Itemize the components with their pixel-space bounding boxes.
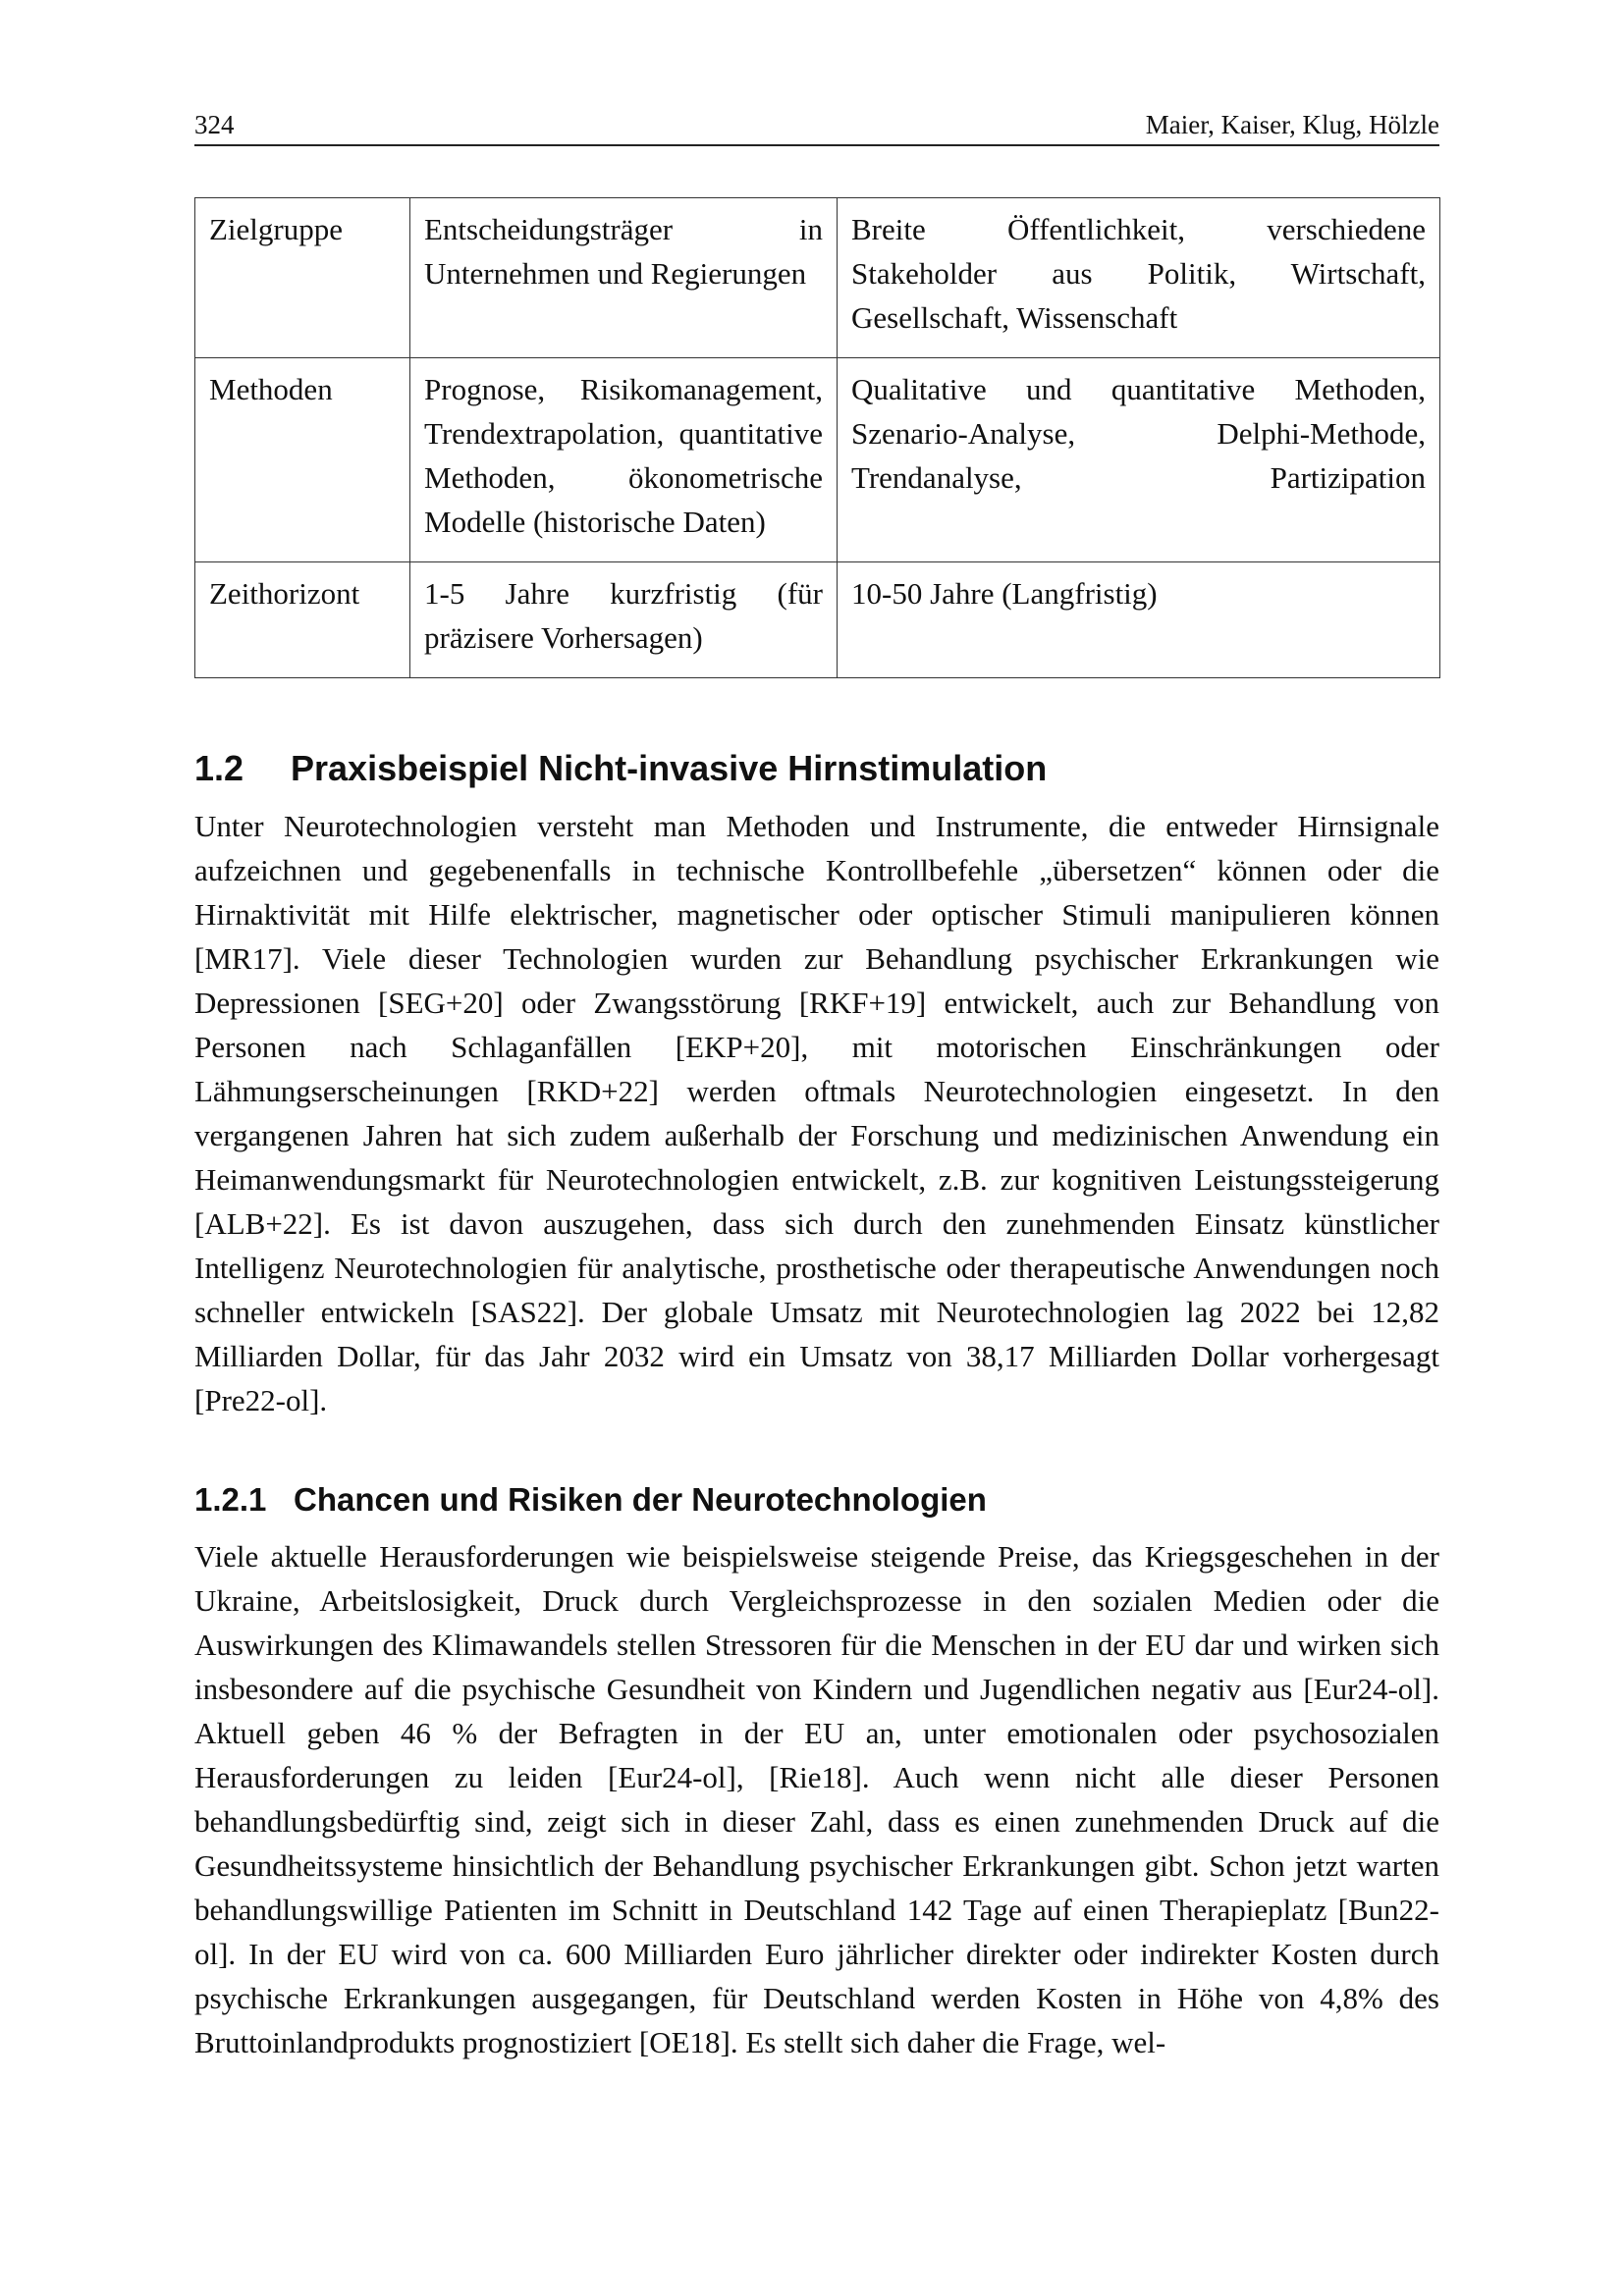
- section-paragraph: Unter Neurotechnologien versteht man Methoden und Instrumente, die entweder Hirnsignale aufzeichnen und gegebenenfalls in technische Kontrollbefehle „übersetzen“ können oder die Hirnaktivität mit Hilfe elektrischer, magnetischer oder optischer Stimuli manipulieren können [MR17]. Viele dieser Technologien wurden zur Behandlung psychischer Erkrankungen wie Depressionen [SEG+20] oder Zwangsstörung [RKF+19] entwickelt, auch zur Behandlung von Personen nach Schlaganfällen [EKP+20], mit motorischen Einschränkungen oder Lähmungserscheinungen [RKD+22] werden oftmals Neurotechnologien eingesetzt. In den vergangenen Jahren hat sich zudem außerhalb der Forschung und medizinischen Anwendung ein Heimanwendungsmarkt für Neurotechnologien entwickelt, z.B. zur kognitiven Leistungssteigerung [ALB+22]. Es ist davon auszugehen, dass sich durch den zunehmenden Einsatz künstlicher Intelligenz Neurotechnologien für analytische, prosthetische oder therapeutische Anwendungen noch schneller entwickeln [SAS22]. Der globale Umsatz mit Neurotechnologien lag 2022 bei 12,82 Milliarden Dollar, für das Jahr 2032 wird ein Umsatz von 38,17 Milliarden Dollar vorhergesagt [Pre22-ol].: [194, 809, 1439, 1417]
- table-cell: 10-50 Jahre (Langfristig): [838, 562, 1440, 678]
- section-number: 1.2: [194, 748, 244, 788]
- subsection-paragraph: Viele aktuelle Herausforderungen wie beispielsweise steigende Preise, das Kriegsgeschehen in der Ukraine, Arbeitslosigkeit, Druck durch Vergleichsprozesse in den sozialen Medien oder die Auswirkungen des Klimawandels stellen Stressoren für die Menschen in der EU dar und wirken sich insbesondere auf die psychische Gesundheit von Kindern und Jugendlichen negativ aus [Eur24-ol]. Aktuell geben 46 % der Befragten in der EU an, unter emotionalen oder psychosozialen Herausforderungen zu leiden [Eur24-ol], [Rie18]. Auch wenn nicht alle dieser Personen behandlungsbedürftig sind, zeigt sich in dieser Zahl, dass es einen zunehmenden Druck auf die Gesundheitssysteme hinsichtlich der Behandlung psychischer Erkrankungen gibt. Schon jetzt warten behandlungswillige Patienten im Schnitt in Deutschland 142 Tage auf einen Therapieplatz [Bun22-ol]. In der EU wird von ca. 600 Milliarden Euro jährlicher direkter oder indirekter Kosten durch psychische Erkrankungen ausgegangen, für Deutschland werden Kosten in Höhe von 4,8% des Bruttoinlandprodukts prognostiziert [OE18]. Es stellt sich daher die Frage, wel-: [194, 1539, 1439, 2059]
- table-row: [195, 358, 1440, 562]
- section-title: Praxisbeispiel Nicht-invasive Hirnstimulation: [291, 748, 1048, 788]
- table-cell: Breite Öffentlichkeit, verschiedene Stakeholder aus Politik, Wirtschaft, Gesellschaft, Wissenschaft: [838, 198, 1440, 358]
- running-header-authors: Maier, Kaiser, Klug, Hölzle: [1145, 110, 1439, 139]
- table-row-label: Methoden: [195, 358, 410, 562]
- table-row-label: Zeithorizont: [195, 562, 410, 678]
- table-row-label: Zielgruppe: [195, 198, 410, 358]
- subsection-heading: [194, 1479, 1439, 1521]
- table-row: [195, 562, 1440, 678]
- subsection-title: Chancen und Risiken der Neurotechnologien: [294, 1481, 987, 1518]
- section-heading: [194, 747, 1439, 790]
- comparison-table: [194, 197, 1440, 678]
- table-cell: 1-5 Jahre kurzfristig (für präzisere Vorhersagen): [410, 562, 838, 678]
- subsection-number: 1.2.1: [194, 1481, 267, 1518]
- page-number: 324: [194, 110, 235, 139]
- running-header: [194, 108, 1439, 146]
- table-cell: Prognose, Risikomanagement, Trendextrapolation, quantitative Methoden, ökonometrische Modelle (historische Daten): [410, 358, 838, 562]
- page: [194, 108, 1439, 2064]
- table-cell: Qualitative und quantitative Methoden, Szenario-Analyse, Delphi-Methode, Trendanalyse, Partizipation: [838, 358, 1440, 562]
- table-row: [195, 198, 1440, 358]
- table-cell: Entscheidungsträger in Unternehmen und Regierungen: [410, 198, 838, 358]
